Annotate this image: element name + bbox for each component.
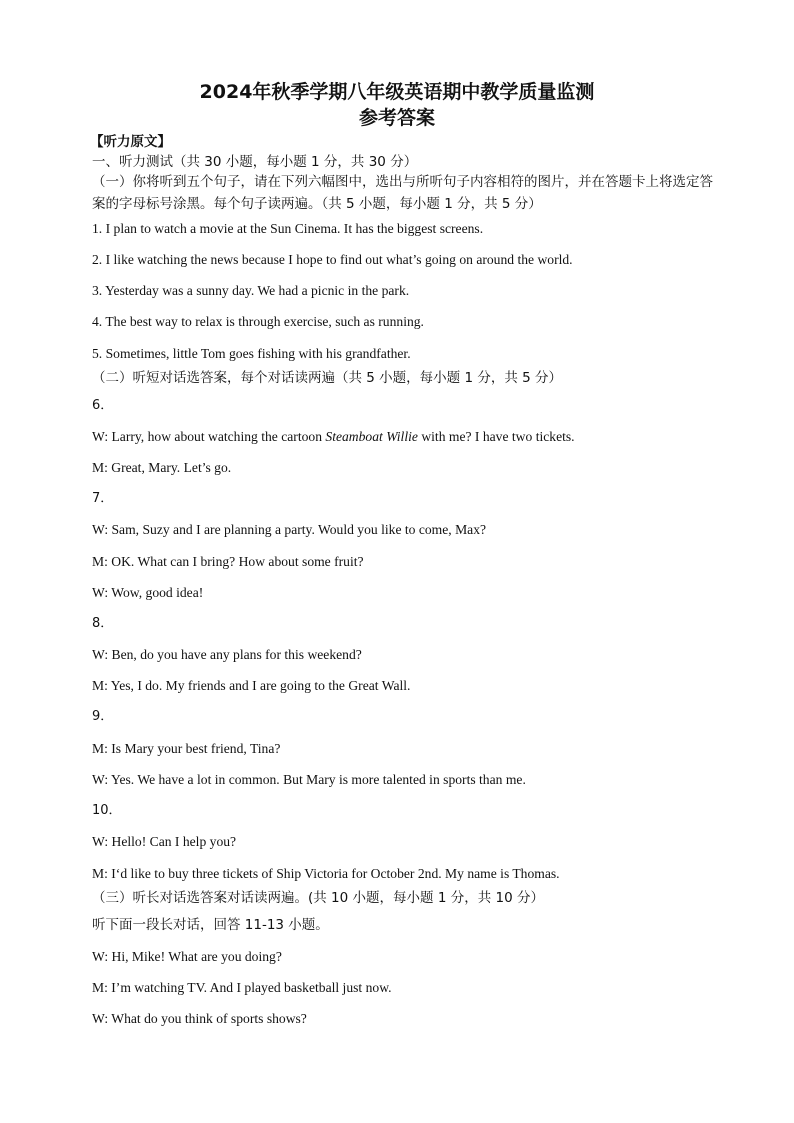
- sentence-4: 4. The best way to relax is through exercise, such as running.: [92, 314, 424, 329]
- dialog-6-m: M: Great, Mary. Let’s go.: [92, 460, 232, 475]
- dialog-7-w1: W: Sam, Suzy and I are planning a party. Would you like to come, Max?: [92, 522, 487, 537]
- dialog-8-w: W: Ben, do you have any plans for this weekend?: [92, 647, 362, 662]
- dialog-6-w: W: Larry, how about watching the cartoon Steamboat Willie with me? I have two tickets.: [92, 429, 575, 444]
- sub3-instruction: （三）听长对话选答案对话读两遍。(共 10 小题，每小题 1 分，共 10 分）: [92, 890, 544, 906]
- sub1-instruction: （一）你将听到五个句子，请在下列六幅图中，选出与所听句子内容相符的图片，并在答题卡上将选定答案的字母标号涂黑。每个句子读两遍。（共 5 小题，每小题 1 分，共 5 分）: [92, 174, 713, 212]
- question-number-7: 7．: [92, 491, 114, 506]
- part1-heading: 一、听力测试（共 30 小题，每小题 1 分，共 30 分）: [92, 154, 418, 170]
- section-tag: 【听力原文】: [90, 134, 171, 150]
- sentence-2: 2. I like watching the news because I hope to find out what’s going on around the world.: [92, 252, 573, 267]
- long-dialog-line-2: M: I’m watching TV. And I played basketball just now.: [92, 980, 392, 995]
- dialog-7-m: M: OK. What can I bring? How about some fruit?: [92, 554, 364, 569]
- long-dialog-line-1: W: Hi, Mike! What are you doing?: [92, 949, 282, 964]
- dialog-10-m: M: I‘d like to buy three tickets of Ship Victoria for October 2nd. My name is Thomas.: [92, 866, 560, 881]
- document-subtitle: 参考答案: [358, 107, 435, 129]
- dialog-10-w: W: Hello! Can I help you?: [92, 834, 237, 849]
- document-title: 2024年秋季学期八年级英语期中教学质量监测: [199, 81, 595, 103]
- sub2-instruction: （二）听短对话选答案，每个对话读两遍（共 5 小题，每小题 1 分，共 5 分）: [92, 370, 563, 386]
- sub3-lead: 听下面一段长对话，回答 11-13 小题。: [92, 917, 329, 933]
- dialog-9-w: W: Yes. We have a lot in common. But Mary is more talented in sports than me.: [92, 772, 526, 787]
- sentence-1: 1. I plan to watch a movie at the Sun Cinema. It has the biggest screens.: [92, 221, 484, 236]
- question-number-8: 8．: [92, 616, 114, 631]
- sentence-3: 3. Yesterday was a sunny day. We had a picnic in the park.: [92, 283, 410, 298]
- dialog-9-m: M: Is Mary your best friend, Tina?: [92, 741, 281, 756]
- cartoon-title: Steamboat Willie: [325, 429, 418, 444]
- question-number-10: 10．: [92, 803, 122, 818]
- dialog-8-m: M: Yes, I do. My friends and I are going to the Great Wall.: [92, 678, 411, 693]
- question-number-6: 6．: [92, 398, 114, 413]
- long-dialog-line-3: W: What do you think of sports shows?: [92, 1011, 307, 1026]
- sentence-5: 5. Sometimes, little Tom goes fishing with his grandfather.: [92, 346, 411, 361]
- dialog-7-w2: W: Wow, good idea!: [92, 585, 204, 600]
- question-number-9: 9．: [92, 709, 114, 724]
